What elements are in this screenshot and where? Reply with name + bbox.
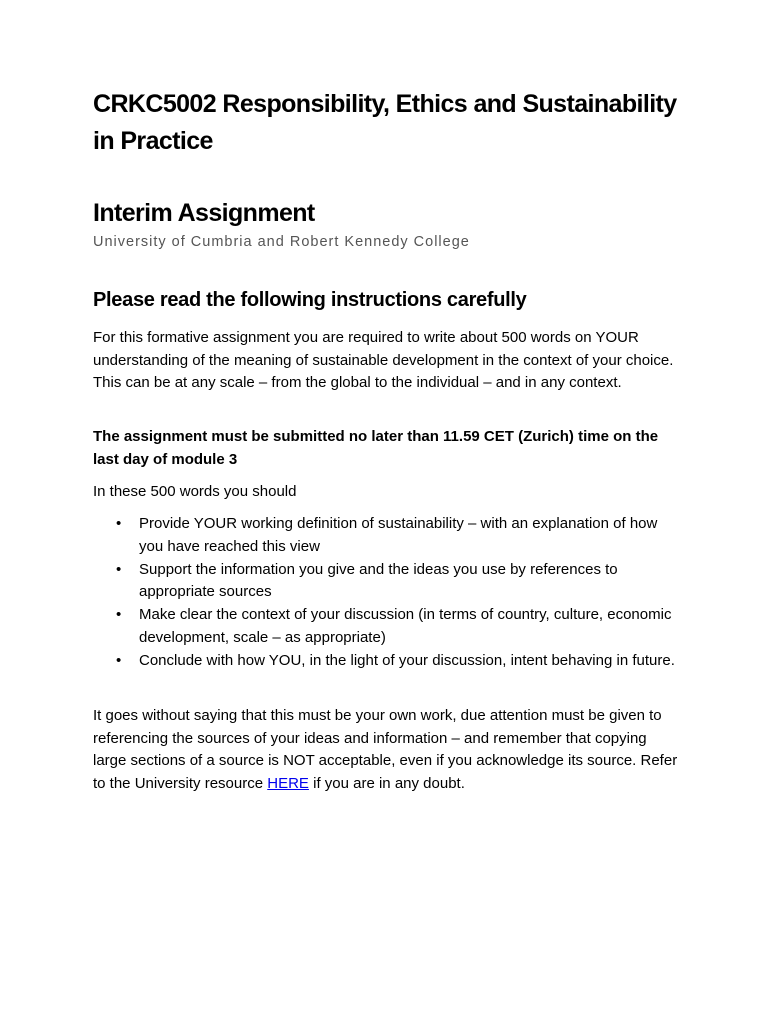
closing-text-start: It goes without saying that this must be your own work, due attention must be given to referencing the sources of your ideas and information – and remember that copying large sections of a source is NOT acceptable, even if you acknowledge its source. Refer to the University resource [93, 707, 678, 792]
list-item-text: Support the information you give and the ideas you use by references to appropriate sources [139, 560, 618, 600]
bullet-icon: • [116, 651, 122, 669]
intro-paragraph: For this formative assignment you are required to write about 500 words on YOUR understanding of the meaning of sustainable development in the context of your choice. This can be at any scale – from the global to the individual – and in any context. [93, 329, 674, 391]
requirements-list [93, 513, 683, 673]
subtitle: University of Cumbria and Robert Kennedy College [93, 234, 470, 250]
assignment-title: Interim Assignment [93, 199, 315, 227]
bullet-icon: • [116, 515, 122, 532]
list-item [93, 604, 683, 649]
deadline-notice: The assignment must be submitted no later than 11.59 CET (Zurich) time on the last day of module 3 [93, 428, 659, 468]
bullet-icon: • [116, 606, 122, 623]
closing-paragraph [93, 705, 683, 795]
list-item-text: Provide YOUR working definition of sustainability – with an explanation of how you have reached this view [139, 515, 658, 555]
list-item [93, 513, 683, 558]
list-item [93, 650, 683, 673]
bullets-intro: In these 500 words you should [93, 483, 297, 500]
bullet-icon: • [116, 560, 122, 578]
course-title: CRKC5002 Responsibility, Ethics and Sustainability in Practice [93, 90, 677, 155]
list-item-text: Conclude with how YOU, in the light of your discussion, intent behaving in future. [139, 651, 675, 669]
instructions-heading: Please read the following instructions carefully [93, 289, 527, 311]
closing-text-end: if you are in any doubt. [308, 774, 465, 792]
university-resource-link[interactable]: HERE [267, 774, 309, 792]
list-item-text: Make clear the context of your discussion (in terms of country, culture, economic development, scale – as appropriate) [139, 606, 672, 646]
list-item [93, 559, 683, 604]
